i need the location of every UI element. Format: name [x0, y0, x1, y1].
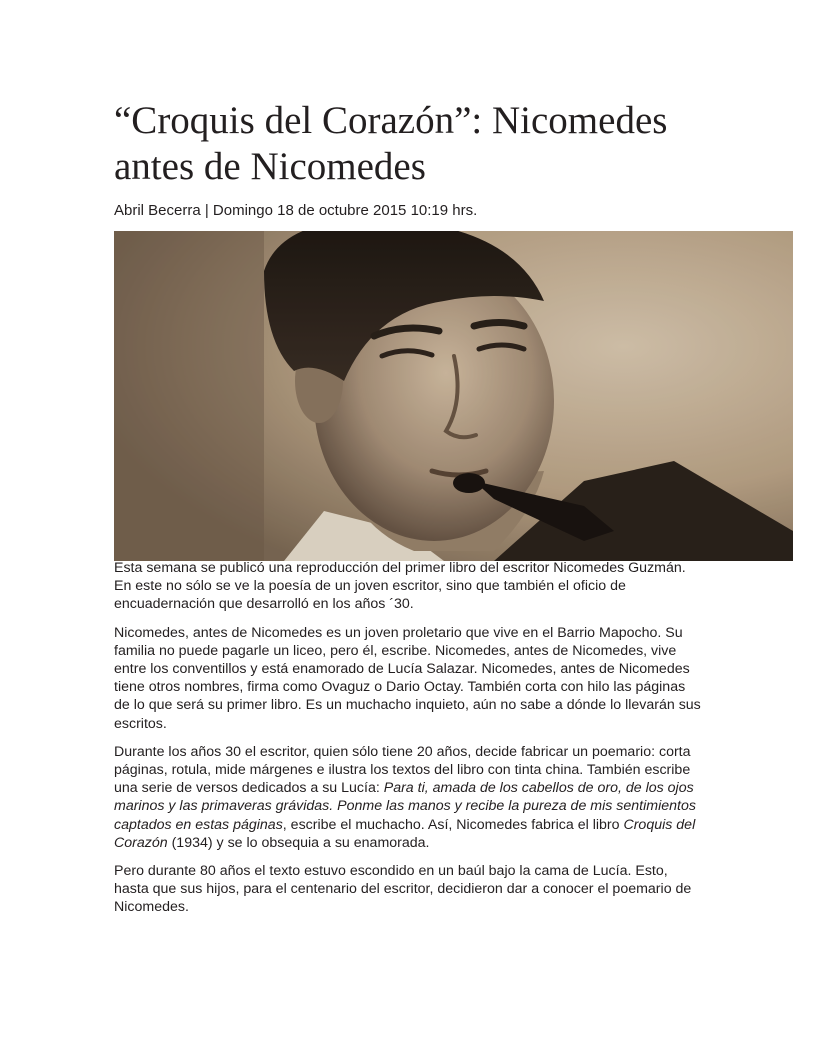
- paragraph: Esta semana se publicó una reproducción del primer libro del escritor Nicomedes Guzmán. En este no sólo se ve la poesía de un joven escritor, sino que también el oficio de encuadernación que desarrolló en los años ´30.: [114, 560, 686, 613]
- poem-quote: Para ti, amada de los cabellos de oro, de los ojos marinos y las primaveras grávidas. Ponme las manos y recibe la pureza de mis sentimientos captados en estas páginas: [114, 780, 696, 833]
- paragraph: [114, 743, 704, 852]
- paragraph: Pero durante 80 años el texto estuvo escondido en un baúl bajo la cama de Lucía. Esto, hasta que sus hijos, para el centenario del escritor, decidieron dar a conocer el poemario de Nicomedes.: [114, 863, 692, 916]
- article-title: “Croquis del Corazón”: Nicomedes antes de Nicomedes: [114, 99, 668, 188]
- article-body: [114, 559, 704, 927]
- portrait-photo: [114, 231, 793, 561]
- book-title: Croquis del Corazón: [114, 816, 696, 851]
- paragraph: Nicomedes, antes de Nicomedes es un joven proletario que vive en el Barrio Mapocho. Su familia no puede pagarle un liceo, pero él, escribe. Nicomedes, antes de Nicomedes, vive entre los conventillos y está enamorado de Lucía Salazar. Nicomedes, antes de Nicomedes tiene otros nombres, firma como Ovaguz o Dario Octay. También corta con hilo las páginas de lo que será su primer libro. Es un muchacho inquieto, aún no sabe a dónde lo llevarán sus escritos.: [114, 624, 701, 732]
- paragraph-text: , escribe el muchacho. Así, Nicomedes fabrica el libro: [282, 816, 624, 833]
- paragraph-text: (1934) y se lo obsequia a su enamorada.: [167, 834, 430, 851]
- paragraph-text: Durante los años 30 el escritor, quien sólo tiene 20 años, decide fabricar un poemario: corta páginas, rotula, mide márgenes e ilustra los textos del libro con tinta china. También escribe una serie de versos dedicados a su Lucía:: [114, 743, 691, 797]
- article-byline: Abril Becerra | Domingo 18 de octubre 2015 10:19 hrs.: [114, 202, 478, 219]
